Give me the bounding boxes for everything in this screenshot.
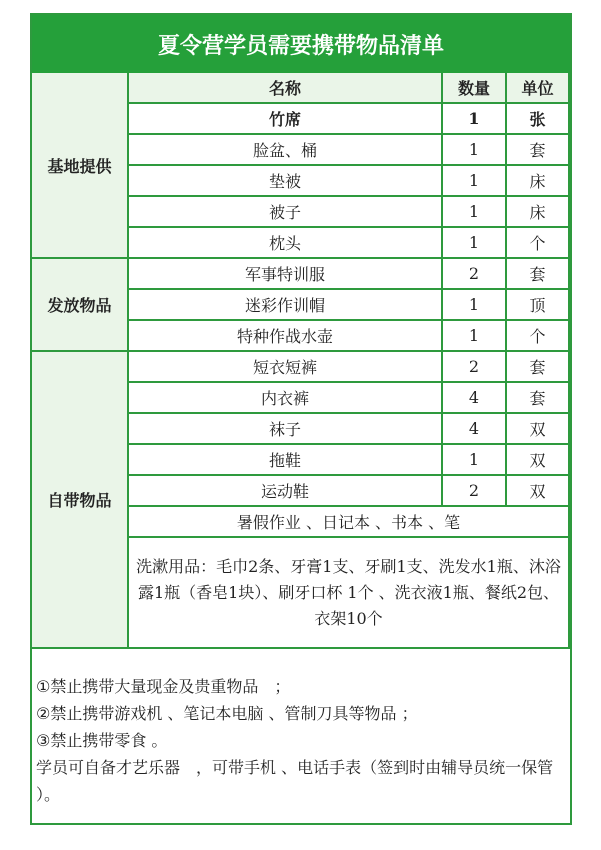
item-unit: 张: [507, 104, 570, 135]
item-unit: 套: [507, 135, 570, 166]
item-name: 脸盆、桶: [129, 135, 443, 166]
item-unit: 套: [507, 383, 570, 414]
note-line: ①禁止携带大量现金及贵重物品 ；: [36, 677, 291, 696]
item-unit: 双: [507, 445, 570, 476]
item-unit: 双: [507, 414, 570, 445]
item-qty: 2: [443, 352, 507, 383]
item-name: 迷彩作训帽: [129, 290, 443, 321]
item-name: 军事特训服: [129, 259, 443, 290]
item-unit: 床: [507, 197, 570, 228]
checklist-sheet: [30, 13, 572, 825]
item-name: 特种作战水壶: [129, 321, 443, 352]
item-name: 被子: [129, 197, 443, 228]
header-unit: 单位: [507, 73, 570, 104]
group-base: 基地提供: [32, 73, 129, 259]
note-line: 学员可自备才艺乐器 ，可带手机 、电话手表（签到时由辅导员统一保管 ）。: [36, 758, 554, 804]
item-name: 垫被: [129, 166, 443, 197]
item-name: 短衣短裤: [129, 352, 443, 383]
homework-row: 暑假作业 、日记本 、书本 、笔: [129, 507, 570, 538]
item-qty: 1: [443, 290, 507, 321]
page-title: 夏令营学员需要携带物品清单: [32, 15, 570, 75]
item-name: 竹席: [129, 104, 443, 135]
item-name: 袜子: [129, 414, 443, 445]
item-name: 内衣裤: [129, 383, 443, 414]
item-qty: 4: [443, 383, 507, 414]
notes-section: [32, 651, 570, 823]
group-self: 自带物品: [32, 352, 129, 649]
item-qty: 4: [443, 414, 507, 445]
item-name: 运动鞋: [129, 476, 443, 507]
item-qty: 1: [443, 321, 507, 352]
toiletries-row: 洗漱用品：毛巾2条、牙膏1支、牙刷1支、洗发水1瓶、沐浴露1瓶（香皂1块）、刷牙口杯 1个 、洗衣液1瓶、餐纸2包、衣架10个: [129, 538, 570, 649]
item-qty: 2: [443, 476, 507, 507]
item-name: 枕头: [129, 228, 443, 259]
item-qty: 2: [443, 259, 507, 290]
item-qty: 1: [443, 197, 507, 228]
item-unit: 床: [507, 166, 570, 197]
note-line: ②禁止携带游戏机 、笔记本电脑 、管制刀具等物品 ；: [36, 704, 418, 723]
item-qty: 1: [443, 228, 507, 259]
item-unit: 双: [507, 476, 570, 507]
item-unit: 个: [507, 321, 570, 352]
item-unit: 套: [507, 259, 570, 290]
header-name: 名称: [129, 73, 443, 104]
item-qty: 1: [443, 135, 507, 166]
note-line: ③禁止携带零食 。: [36, 731, 168, 750]
item-name: 拖鞋: [129, 445, 443, 476]
header-qty: 数量: [443, 73, 507, 104]
group-issued: 发放物品: [32, 259, 129, 352]
item-unit: 顶: [507, 290, 570, 321]
item-qty: 1: [443, 166, 507, 197]
item-qty: 1: [443, 445, 507, 476]
item-unit: 个: [507, 228, 570, 259]
item-qty: 1: [443, 104, 507, 135]
item-unit: 套: [507, 352, 570, 383]
